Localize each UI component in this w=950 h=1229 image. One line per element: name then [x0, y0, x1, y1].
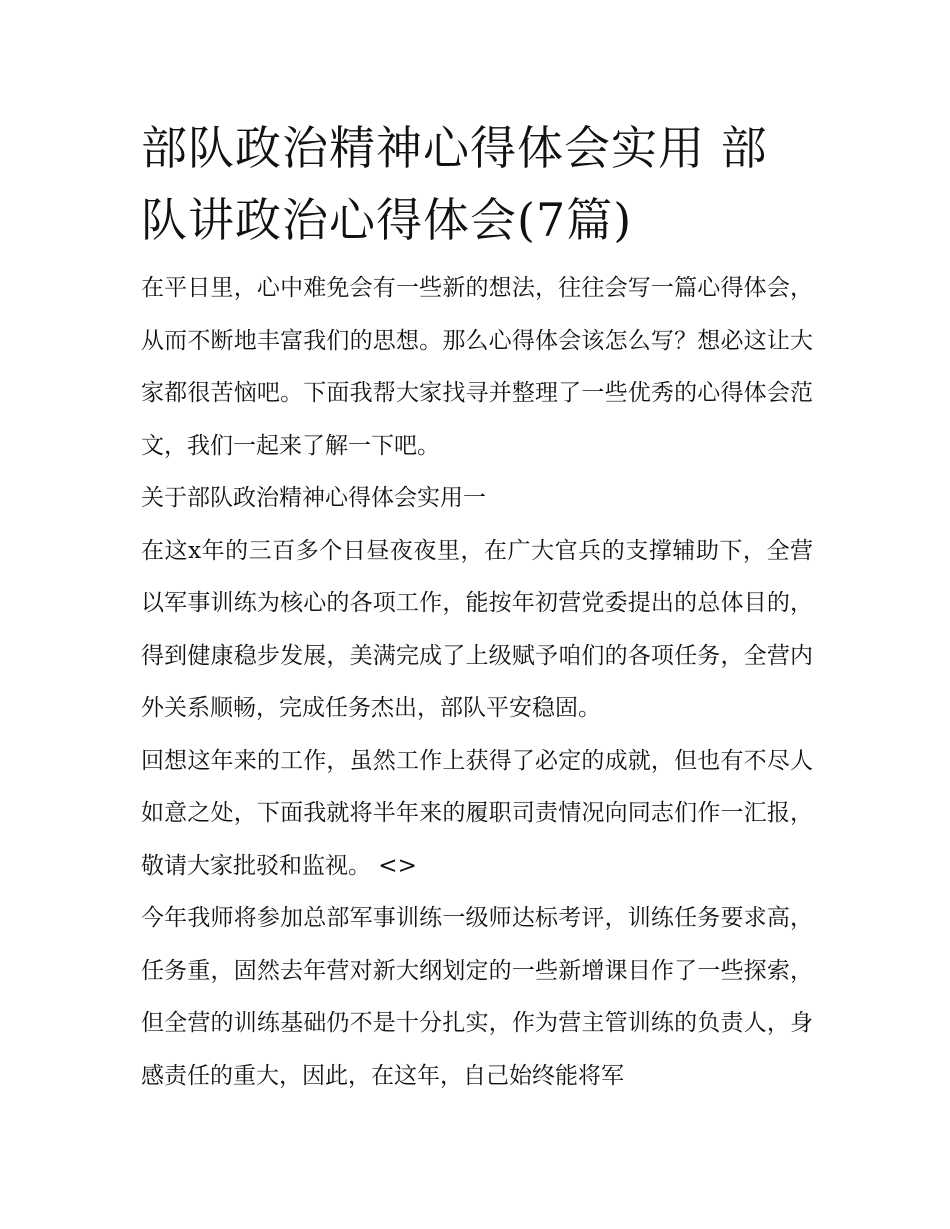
section-heading: 关于部队政治精神心得体会实用一 — [141, 485, 486, 511]
document-title: 部队政治精神心得体会实用 部队讲政治心得体会(7篇) — [141, 121, 768, 247]
body-paragraph-3: 今年我师将参加总部军事训练一级师达标考评，训练任务要求高，任务重，固然去年营对新大纲划定的一些新增课目作了一些探索，但全营的训练基础仍不是十分扎实，作为营主管训练的负责人，身感责任的重大，因此，在这年，自己始终能将军 — [141, 905, 813, 1089]
body-paragraph-1: 在这x年的三百多个日昼夜夜里，在广大官兵的支撑辅助下，全营以军事训练为核心的各项工作，能按年初营党委提出的总体目的，得到健康稳步发展，美满完成了上级赋予咱们的各项任务，全营内外关系顺畅，完成任务杰出，部队平安稳固。 — [141, 537, 813, 721]
document-content — [141, 112, 813, 1102]
body-paragraph-2: 回想这年来的工作，虽然工作上获得了必定的成就，但也有不尽人如意之处，下面我就将半年来的履职司责情况向同志们作一汇报，敬请大家批驳和监视。 <> — [141, 747, 813, 879]
intro-paragraph: 在平日里，心中难免会有一些新的想法，往往会写一篇心得体会，从而不断地丰富我们的思想。那么心得体会该怎么写？想必这让大家都很苦恼吧。下面我帮大家找寻并整理了一些优秀的心得体会范文，我们一起来了解一下吧。 — [141, 275, 813, 459]
document-body — [141, 262, 813, 1102]
